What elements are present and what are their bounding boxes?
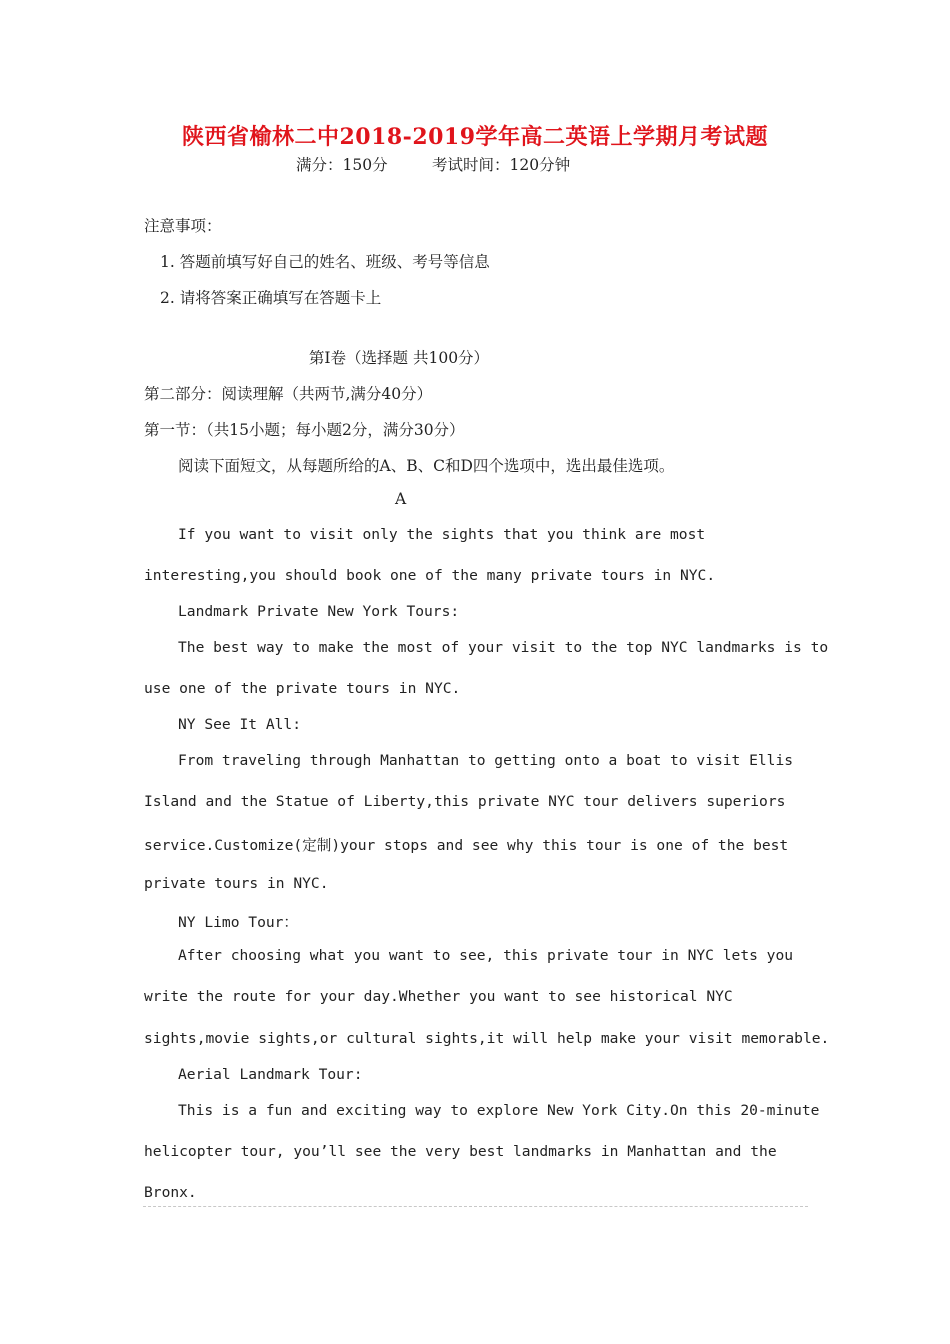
passage-line: Island and the Statue of Liberty,this private NYC tour delivers superiors (144, 793, 786, 810)
passage-line: If you want to visit only the sights that you think are most (178, 526, 706, 543)
passage-line: private tours in NYC. (144, 875, 329, 892)
page-divider (143, 1206, 808, 1207)
passage-line: From traveling through Manhattan to getting onto a boat to visit Ellis (178, 752, 794, 769)
passage-line: After choosing what you want to see, this private tour in NYC lets you (178, 947, 794, 964)
passage-line: sights,movie sights,or cultural sights,it will help make your visit memorable. (144, 1030, 830, 1047)
exam-time: 考试时间：120分钟 (432, 156, 571, 174)
passage-line: interesting,you should book one of the many private tours in NYC. (144, 567, 716, 584)
passage-line: helicopter tour, you’ll see the very best landmarks in Manhattan and the (144, 1143, 777, 1160)
tour-heading: NY See It All: (178, 716, 302, 733)
passage-line: This is a fun and exciting way to explore New York City.On this 20-minute (178, 1102, 820, 1119)
note-item: 1. 答题前填写好自己的姓名、班级、考号等信息 (160, 253, 490, 271)
tour-heading: NY Limo Tour： (178, 914, 299, 931)
instruction: 阅读下面短文，从每题所给的A、B、C和D四个选项中，选出最佳选项。 (178, 457, 675, 475)
passage-line: service.Customize(定制)your stops and see why this tour is one of the best (144, 837, 789, 854)
volume-title: 第Ⅰ卷（选择题 共100分） (308, 349, 490, 367)
full-score: 满分：150分 (296, 156, 388, 174)
passage-line: Bronx. (144, 1184, 197, 1201)
passage-label: A (395, 490, 407, 508)
section-title: 第一节：（共15小题；每小题2分，满分30分） (144, 421, 465, 439)
notes-heading: 注意事项： (144, 217, 222, 235)
passage-line: use one of the private tours in NYC. (144, 680, 461, 697)
exam-title: 陕西省榆林二中2018-2019学年高二英语上学期月考试题 (181, 124, 769, 150)
note-item: 2. 请将答案正确填写在答题卡上 (160, 289, 382, 307)
part-title: 第二部分：阅读理解（共两节,满分40分） (144, 385, 433, 403)
passage-line: The best way to make the most of your visit to the top NYC landmarks is to (178, 639, 829, 656)
tour-heading: Landmark Private New York Tours: (178, 603, 460, 620)
tour-heading: Aerial Landmark Tour: (178, 1066, 363, 1083)
passage-line: write the route for your day.Whether you want to see historical NYC (144, 988, 733, 1005)
